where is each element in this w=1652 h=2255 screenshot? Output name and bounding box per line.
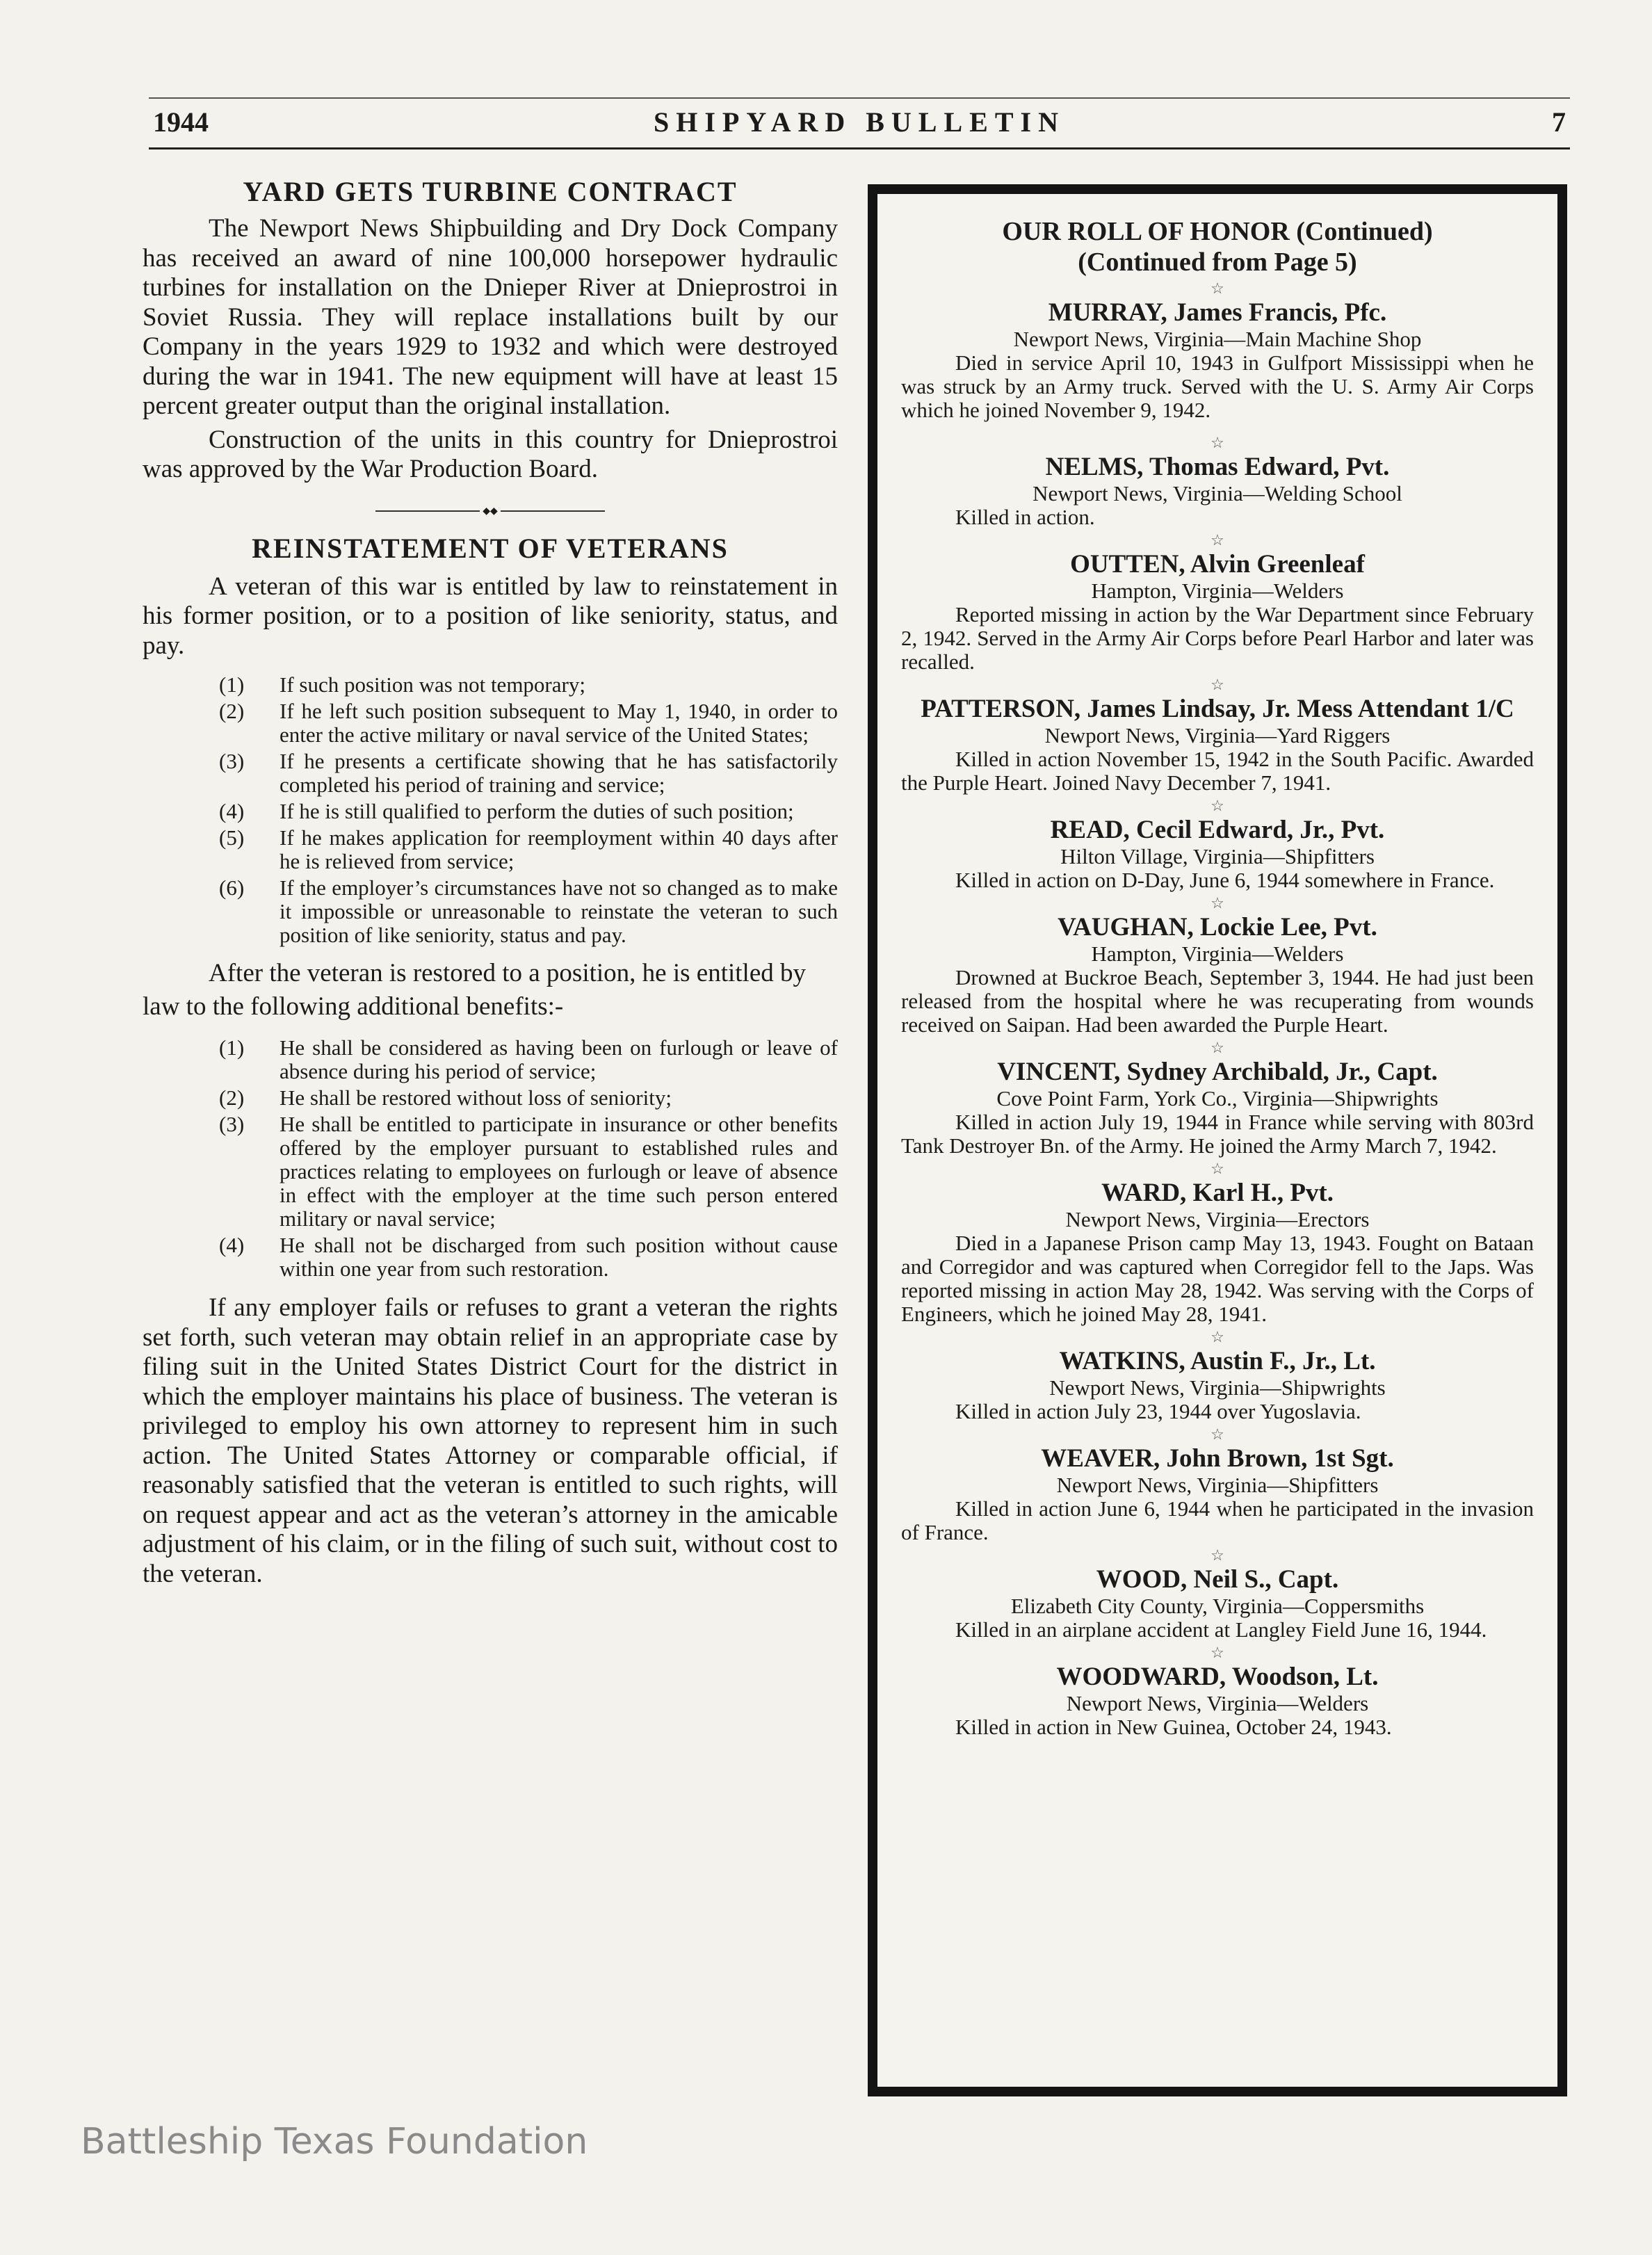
- honor-description: Drowned at Buckroe Beach, September 3, 1944. He had just been released from the hospital where he was recuperating from wounds received on Saipan. Had been awarded the Purple Heart.: [901, 965, 1534, 1037]
- star-icon: ☆: [1210, 1425, 1224, 1443]
- list-item: (3) If he presents a certificate showing that he has satisfactorily completed his period of training and service;: [219, 749, 838, 797]
- benefits-list: [143, 1036, 838, 1281]
- honor-location: Hampton, Virginia—Welders: [1091, 941, 1344, 966]
- honor-entry: [901, 1547, 1534, 1642]
- list-item: (6) If the employer’s circumstances have not so changed as to make it impossible or unreasonable to reinstate the veteran to such position of like seniority, status and pay.: [219, 875, 838, 947]
- star-icon: ☆: [1210, 280, 1224, 297]
- honor-location: Newport News, Virginia—Welding School: [1032, 481, 1402, 506]
- honor-name: VAUGHAN, Lockie Lee, Pvt.: [1058, 913, 1377, 941]
- honor-entry: [901, 532, 1534, 674]
- honor-description: Died in service April 10, 1943 in Gulfport Mississippi when he was struck by an Army truck. Served with the U. S. Army Air Corps which he joined November 9, 1942.: [901, 350, 1534, 422]
- veterans-heading: REINSTATEMENT OF VETERANS: [252, 532, 729, 564]
- left-column: [143, 174, 838, 1589]
- honor-entry: [901, 1426, 1534, 1544]
- list-item: (3) He shall be entitled to participate in insurance or other benefits offered by the employer pursuant to established rules and practices relating to employees on furlough or leave of absence in effect with the employer at the time such person entered military or naval service;: [219, 1112, 838, 1231]
- honor-entry: [901, 895, 1534, 1037]
- honor-description: Killed in action November 15, 1942 in the South Pacific. Awarded the Purple Heart. Joined Navy December 7, 1941.: [901, 747, 1534, 795]
- honor-description: Killed in action on D-Day, June 6, 1944 somewhere in France.: [955, 868, 1495, 892]
- honor-location: Hampton, Virginia—Welders: [1091, 579, 1344, 603]
- list-item: (5) If he makes application for reemployment within 40 days after he is relieved from service;: [219, 825, 838, 873]
- honor-name: WATKINS, Austin F., Jr., Lt.: [1059, 1347, 1376, 1375]
- honor-description: Killed in action July 19, 1944 in France while serving with 803rd Tank Destroyer Bn. of the Army. He joined the Army March 7, 1942.: [901, 1110, 1534, 1158]
- list-item: (1) If such position was not temporary;: [219, 672, 585, 697]
- honor-description: Killed in action.: [955, 505, 1095, 529]
- star-icon: ☆: [1210, 434, 1224, 451]
- honor-name: WEAVER, John Brown, 1st Sgt.: [1041, 1444, 1394, 1473]
- honor-name: PATTERSON, James Lindsay, Jr. Mess Attendant 1/C: [921, 695, 1514, 723]
- honor-name: WARD, Karl H., Pvt.: [1101, 1179, 1334, 1207]
- turbine-heading: YARD GETS TURBINE CONTRACT: [243, 176, 738, 207]
- honor-description: Killed in an airplane accident at Langley Field June 16, 1944.: [955, 1617, 1487, 1642]
- list-item: (2) If he left such position subsequent to May 1, 1940, in order to enter the active military or naval service of the United States;: [219, 699, 838, 747]
- conditions-list: [143, 673, 838, 947]
- honor-location: Cove Point Farm, York Co., Virginia—Shipwrights: [996, 1086, 1439, 1110]
- star-icon: ☆: [1210, 1328, 1224, 1345]
- star-icon: ☆: [1210, 1039, 1224, 1056]
- honor-name: WOODWARD, Woodson, Lt.: [1056, 1663, 1379, 1691]
- honor-location: Newport News, Virginia—Yard Riggers: [1044, 723, 1391, 747]
- honor-location: Elizabeth City County, Virginia—Coppersmiths: [1010, 1594, 1425, 1618]
- honor-name: MURRAY, James Francis, Pfc.: [1048, 298, 1387, 327]
- star-icon: ☆: [1210, 1644, 1224, 1661]
- list-item: (1) He shall be considered as having been on furlough or leave of absence during his period of service;: [219, 1035, 838, 1083]
- honor-name: WOOD, Neil S., Capt.: [1096, 1565, 1339, 1594]
- honor-subtitle: (Continued from Page 5): [1078, 248, 1357, 277]
- veterans-intro: A veteran of this war is entitled by law to reinstatement in his former position, or to a position of like seniority, status, and pay.: [143, 572, 838, 660]
- honor-name: READ, Cecil Edward, Jr., Pvt.: [1050, 816, 1385, 844]
- watermark: Battleship Texas Foundation: [81, 2121, 588, 2163]
- honor-entry: [901, 280, 1534, 422]
- header-title: SHIPYARD BULLETIN: [654, 106, 1065, 138]
- honor-location: Newport News, Virginia—Welders: [1066, 1691, 1369, 1715]
- veterans-closing: If any employer fails or refuses to grant a veteran the rights set forth, such veteran may obtain relief in an appropriate case by filing suit in the United States District Court for the district in which the employer maintains his place of business. The veteran is privileged to employ his own attorney to represent him in such action. The United States Attorney or comparable official, if reasonably satisfied that the veteran is entitled to such rights, will on request appear and act as the veteran’s attorney in the amicable adjustment of his claim, or in the filing of such suit, without cost to the veteran.: [143, 1293, 838, 1588]
- honor-title: OUR ROLL OF HONOR (Continued): [1002, 217, 1433, 246]
- honor-location: Newport News, Virginia—Main Machine Shop: [1013, 327, 1422, 351]
- turbine-paragraph-2: Construction of the units in this country for Dnieprostroi was approved by the War Production Board.: [143, 425, 838, 483]
- turbine-paragraph-1: The Newport News Shipbuilding and Dry Dock Company has received an award of nine 100,000 horsepower hydraulic turbines for installation on the Dnieper River at Dnieprostroi in Soviet Russia. They will replace installations built by our Company in the years 1929 to 1932 and which were destroyed during the war in 1941. The new equipment will have at least 15 percent greater output than the original installation.: [143, 214, 838, 420]
- honor-entry: [901, 1161, 1534, 1326]
- star-icon: ☆: [1210, 1546, 1224, 1564]
- honor-name: NELMS, Thomas Edward, Pvt.: [1045, 453, 1390, 481]
- honor-entry: [901, 1040, 1534, 1158]
- honor-description: Reported missing in action by the War Department since February 2, 1942. Served in the Army Air Corps before Pearl Harbor and later was recalled.: [901, 602, 1534, 674]
- honor-description: Killed in action June 6, 1944 when he participated in the invasion of France.: [901, 1496, 1534, 1544]
- star-icon: ☆: [1210, 894, 1224, 912]
- honor-location: Newport News, Virginia—Shipwrights: [1049, 1375, 1386, 1400]
- list-item: (2) He shall be restored without loss of seniority;: [219, 1085, 672, 1110]
- honor-name: OUTTEN, Alvin Greenleaf: [1070, 550, 1365, 579]
- honor-entry: [901, 1644, 1534, 1739]
- page-number: 7: [1552, 106, 1566, 138]
- honor-entry: [901, 1329, 1534, 1423]
- honor-entry: [901, 435, 1534, 529]
- roll-of-honor-box: [868, 184, 1567, 2096]
- running-header: [149, 97, 1570, 149]
- benefits-intro: After the veteran is restored to a position, he is entitled by law to the following additional benefits:-: [143, 959, 806, 1021]
- star-icon: ☆: [1210, 797, 1224, 814]
- honor-entry: [901, 677, 1534, 795]
- star-icon: ☆: [1210, 1160, 1224, 1177]
- honor-description: Killed in action July 23, 1944 over Yugoslavia.: [955, 1399, 1361, 1423]
- honor-location: Newport News, Virginia—Shipfitters: [1056, 1473, 1379, 1497]
- honor-description: Killed in action in New Guinea, October 24, 1943.: [955, 1715, 1392, 1739]
- section-divider: ◆◆: [375, 504, 605, 518]
- honor-description: Died in a Japanese Prison camp May 13, 1943. Fought on Bataan and Corregidor and was captured when Corregidor fell to the Japs. Was reported missing in action May 28, 1942. Was serving with the Corps of Engineers, which he joined May 28, 1941.: [901, 1231, 1534, 1326]
- list-item: (4) He shall not be discharged from such position without cause within one year from such restoration.: [219, 1233, 838, 1281]
- header-year: 1944: [153, 106, 209, 138]
- honor-location: Hilton Village, Virginia—Shipfitters: [1060, 844, 1375, 868]
- list-item: (4) If he is still qualified to perform the duties of such position;: [219, 799, 794, 823]
- star-icon: ☆: [1210, 676, 1224, 693]
- honor-entry: [901, 798, 1534, 892]
- honor-location: Newport News, Virginia—Erectors: [1065, 1207, 1370, 1231]
- honor-name: VINCENT, Sydney Archibald, Jr., Capt.: [997, 1058, 1438, 1086]
- star-icon: ☆: [1210, 531, 1224, 549]
